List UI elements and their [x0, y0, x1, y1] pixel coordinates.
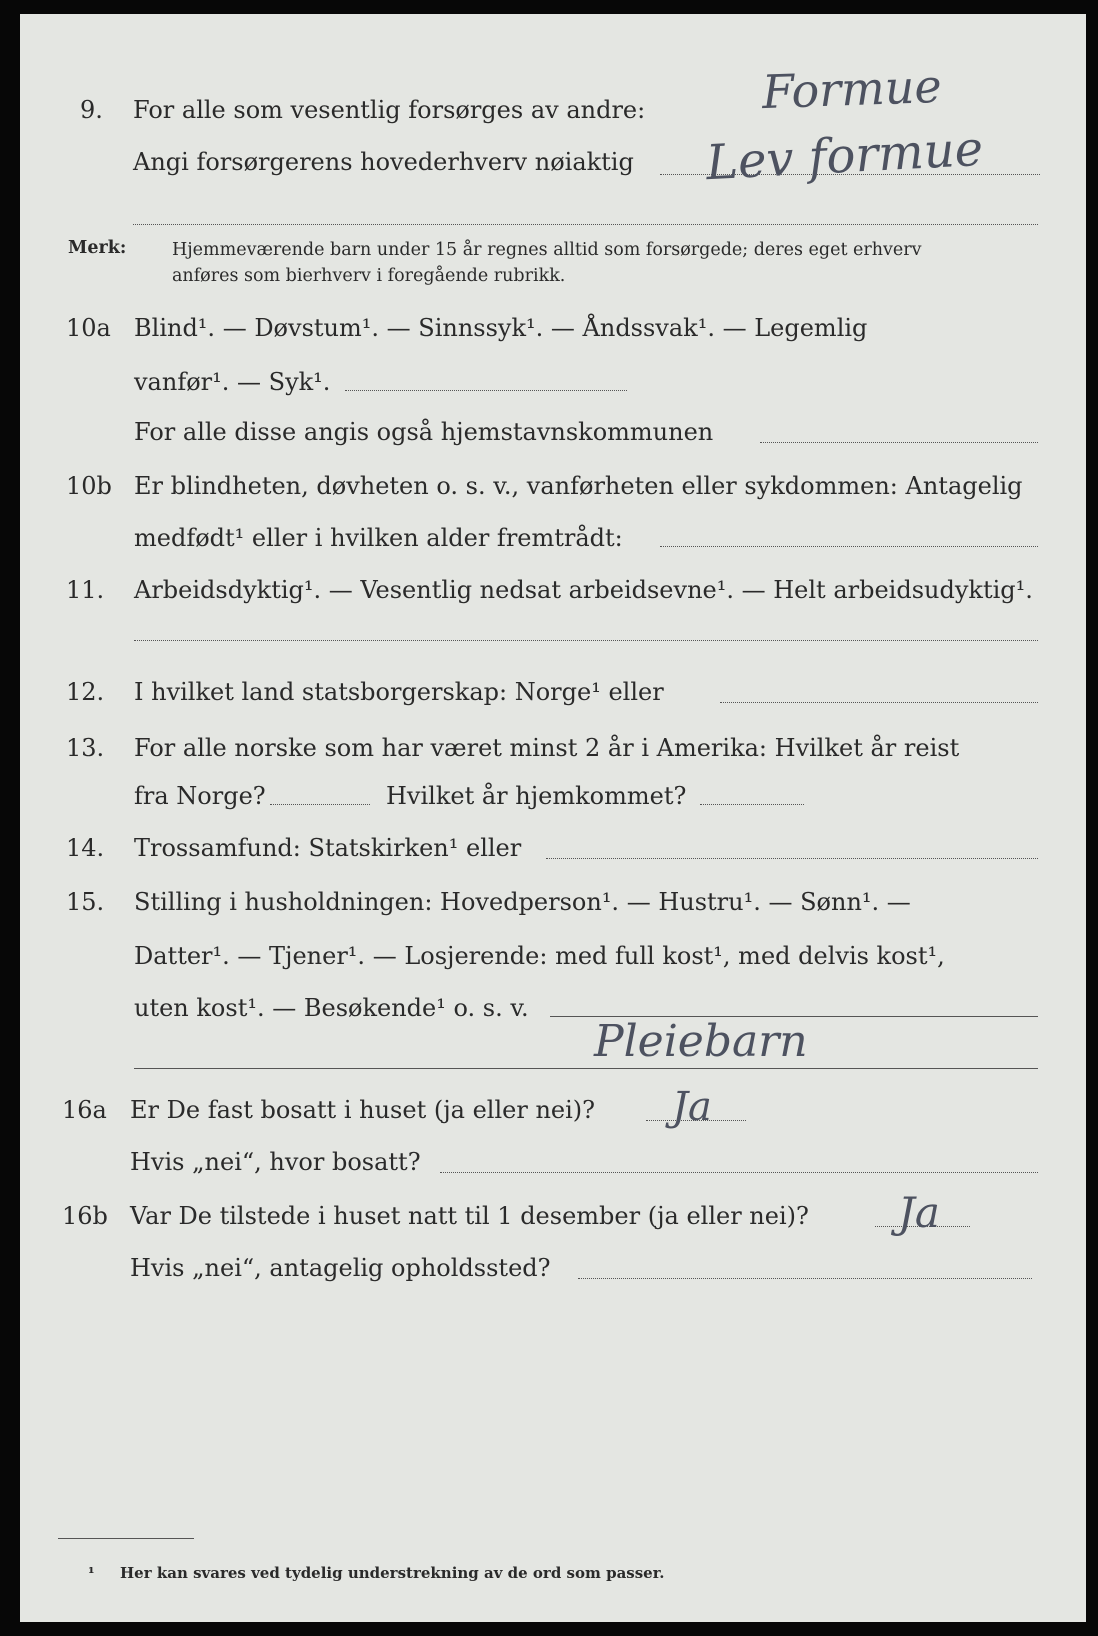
q13-number: 13. — [66, 734, 105, 762]
footnote-text: Her kan svares ved tydelig understrekning av de ord som passer. — [120, 1564, 665, 1582]
q16b-handwritten-answer: Ja — [898, 1188, 940, 1237]
q9-line2: Angi forsørgerens hovederhverv nøiaktig — [133, 148, 634, 176]
q15-line1: Stilling i husholdningen: Hovedperson¹. — Hustru¹. — Sønn¹. — — [134, 888, 911, 916]
q14-answer-line — [546, 858, 1038, 859]
q9-line1: For alle som vesentlig forsørges av andre: — [133, 96, 646, 124]
q13-line1: For alle norske som har været minst 2 år i Amerika: Hvilket år reist — [134, 734, 960, 762]
q9-handwritten-answer: Lev formue — [704, 120, 985, 192]
q16a-handwritten-answer: Ja — [672, 1084, 712, 1130]
q16a-bosatt-answer-line — [440, 1172, 1038, 1173]
q9-handwritten-top: Formue — [761, 58, 943, 120]
q16b-opholdssted-answer-line — [578, 1278, 1032, 1279]
q11-answer-line — [134, 640, 1038, 641]
q9-number: 9. — [80, 96, 103, 124]
q16b-number: 16b — [62, 1202, 108, 1230]
q10a-kommune-answer-line — [760, 442, 1038, 443]
q9-extra-line — [133, 224, 1038, 225]
q10b-line2: medfødt¹ eller i hvilken alder fremtrådt: — [134, 524, 623, 552]
q10a-syk-answer-line — [345, 390, 627, 391]
q10a-line1: Blind¹. — Døvstum¹. — Sinnssyk¹. — Åndssvak¹. — Legemlig — [134, 314, 868, 342]
q16b-line1: Var De tilstede i huset natt til 1 desember (ja eller nei)? — [130, 1202, 809, 1230]
q10b-line1: Er blindheten, døvheten o. s. v., vanførheten eller sykdommen: Antagelig — [134, 472, 1023, 500]
q16a-line1: Er De fast bosatt i huset (ja eller nei)? — [130, 1096, 596, 1124]
q15-extra-line — [134, 1068, 1038, 1069]
merk-line2: anføres som bierhverv i foregående rubrikk. — [172, 266, 566, 286]
q13-line2a: fra Norge? — [134, 782, 266, 810]
q12-line1: I hvilket land statsborgerskap: Norge¹ eller — [134, 678, 664, 706]
q15-line3: uten kost¹. — Besøkende¹ o. s. v. — [134, 994, 529, 1022]
q16b-line2: Hvis „nei“, antagelig opholdssted? — [130, 1254, 551, 1282]
q12-answer-line — [720, 702, 1038, 703]
q10b-number: 10b — [66, 472, 112, 500]
q12-number: 12. — [66, 678, 105, 706]
merk-label: Merk: — [68, 238, 127, 258]
q11-number: 11. — [66, 576, 105, 604]
q16a-number: 16a — [62, 1096, 107, 1124]
merk-line1: Hjemmeværende barn under 15 år regnes alltid som forsørgede; deres eget erhverv — [172, 240, 922, 260]
footnote-separator — [58, 1538, 194, 1539]
q13-reist-answer-line — [270, 804, 370, 805]
q14-number: 14. — [66, 834, 105, 862]
q13-hjemkommet-answer-line — [700, 804, 804, 805]
q10a-number: 10a — [66, 314, 111, 342]
q14-line1: Trossamfund: Statskirken¹ eller — [134, 834, 522, 862]
q10a-line2: vanfør¹. — Syk¹. — [134, 368, 331, 396]
q15-handwritten-answer: Pleiebarn — [594, 1016, 808, 1067]
q16a-line2: Hvis „nei“, hvor bosatt? — [130, 1148, 421, 1176]
q13-line2b: Hvilket år hjemkommet? — [386, 782, 687, 810]
q10b-answer-line — [660, 546, 1038, 547]
footnote-mark: ¹ — [88, 1564, 95, 1582]
q15-line2: Datter¹. — Tjener¹. — Losjerende: med full kost¹, med delvis kost¹, — [134, 942, 945, 970]
q11-line1: Arbeidsdyktig¹. — Vesentlig nedsat arbeidsevne¹. — Helt arbeidsudyktig¹. — [134, 576, 1033, 604]
q10a-line3: For alle disse angis også hjemstavnskommunen — [134, 418, 714, 446]
q15-number: 15. — [66, 888, 105, 916]
